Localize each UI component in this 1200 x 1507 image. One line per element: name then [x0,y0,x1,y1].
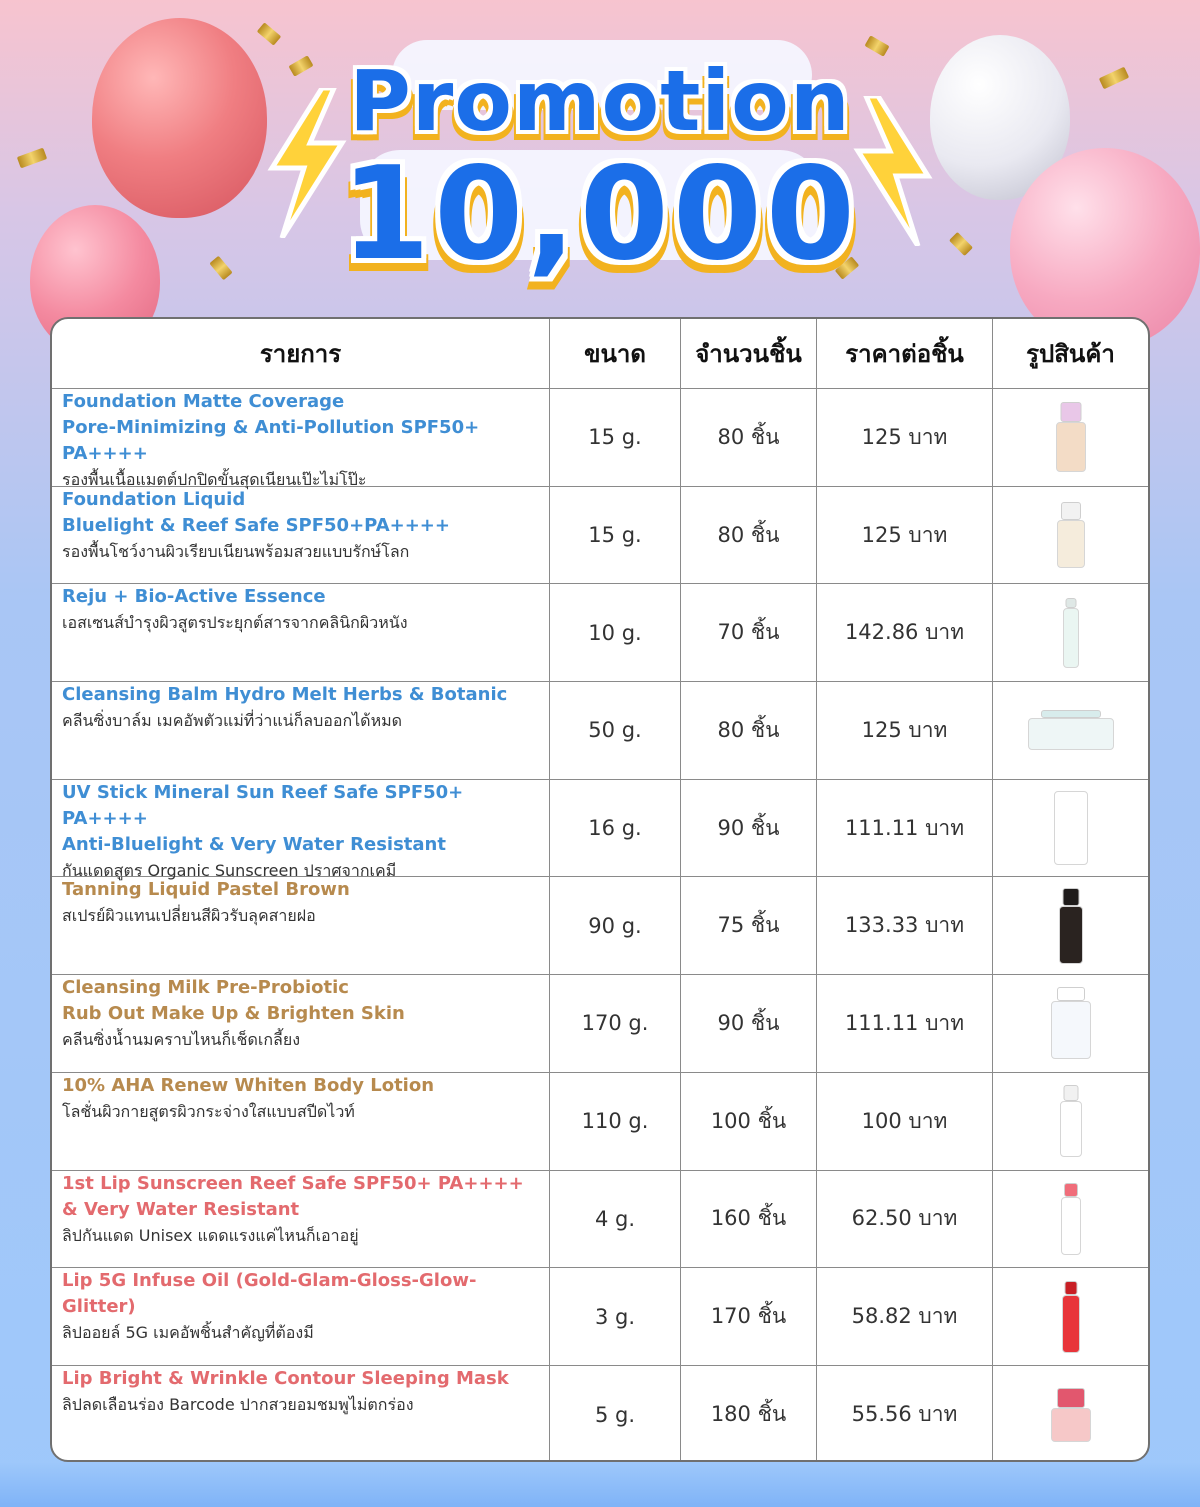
uv-stick-icon [1041,791,1101,866]
column-header-size: ขนาด [550,319,681,389]
table-row-name-cell [52,877,550,975]
product-description: ลิปกันแดด Unisex แดดแรงแค่ไหนก็เอาอยู่ [62,1225,359,1245]
balm-jar-icon [1023,693,1119,768]
product-container-shape [1051,1001,1091,1059]
product-cap-shape [1041,710,1101,718]
product-image-cell [993,1268,1148,1366]
column-header-image: รูปสินค้า [993,319,1148,389]
product-size: 16 g. [550,780,681,878]
product-name: Reju + Bio-Active Essence [62,586,326,608]
table-row-name-cell [52,584,550,682]
product-cap-shape [1061,502,1081,520]
product-quantity: 160 ชิ้น [681,1171,817,1269]
product-cap-shape [1057,987,1085,1001]
product-cap-shape [1065,598,1076,608]
table-row-name-cell [52,1171,550,1269]
product-image-cell [993,682,1148,780]
product-size: 4 g. [550,1171,681,1269]
product-name: Lip 5G Infuse Oil (Gold-Glam-Gloss-Glow-Glitter) [62,1270,477,1318]
product-container-shape [1056,422,1086,472]
product-price: 62.50 บาท [817,1171,993,1269]
product-price: 133.33 บาท [817,877,993,975]
product-image-cell [993,975,1148,1073]
product-description: คลีนซิ่งบาล์ม เมคอัพตัวแม่ที่ว่าแน่ก็ลบออกได้หมด [62,711,403,731]
product-price: 100 บาท [817,1073,993,1171]
product-container-shape [1060,1101,1082,1157]
product-size: 50 g. [550,682,681,780]
essence-tube-icon [1041,595,1101,670]
product-size: 110 g. [550,1073,681,1171]
product-container-shape [1059,906,1083,964]
footer-background [0,1462,1200,1507]
column-header-item: รายการ [52,319,550,389]
table-row-name-cell [52,389,550,487]
product-description: สเปรย์ผิวแทนเปลี่ยนสีผิวรับลุคสายฝอ [62,906,316,926]
table-row-name-cell [52,1366,550,1462]
product-size: 170 g. [550,975,681,1073]
column-header-price: ราคาต่อชิ้น [817,319,993,389]
product-quantity: 90 ชิ้น [681,780,817,878]
column-header-quantity: จำนวนชิ้น [681,319,817,389]
product-container-shape [1063,608,1079,668]
product-quantity: 180 ชิ้น [681,1366,817,1462]
product-image-cell [993,487,1148,585]
table-row-name-cell [52,682,550,780]
lotion-bottle-icon [1041,1084,1101,1159]
promotion-number: 10,000 [341,140,859,289]
product-container-shape [1028,718,1114,750]
product-image-cell [993,780,1148,878]
product-price: 55.56 บาท [817,1366,993,1462]
product-description: เอสเซนส์บำรุงผิวสูตรประยุกต์สารจากคลินิกผิวหนัง [62,613,408,633]
product-description: ลิปลดเลือนร่อง Barcode ปากสวยอมชมพูไม่ตกร่อง [62,1394,414,1414]
foundation-bottle-icon [1041,400,1101,475]
product-price: 125 บาท [817,487,993,585]
spray-bottle-icon [1041,888,1101,963]
product-description: คลีนซิ่งน้ำนมคราบไหนก็เช็ดเกลี้ยง [62,1030,301,1050]
product-cap-shape [1057,1388,1085,1408]
product-container-shape [1057,520,1085,568]
milk-pump-bottle-icon [1041,986,1101,1061]
product-image-cell [993,1171,1148,1269]
product-description: โลชั่นผิวกายสูตรผิวกระจ่างใสแบบสปีดไวท์ [62,1101,355,1121]
product-quantity: 75 ชิ้น [681,877,817,975]
table-row-name-cell [52,975,550,1073]
promotion-title: Promotion [349,52,851,150]
product-quantity: 170 ชิ้น [681,1268,817,1366]
product-image-cell [993,1073,1148,1171]
product-container-shape [1061,1197,1081,1255]
table-row-name-cell [52,780,550,878]
product-name: Cleansing Balm Hydro Melt Herbs & Botanic [62,684,508,706]
product-image-cell [993,877,1148,975]
product-size: 90 g. [550,877,681,975]
table-row-name-cell [52,1073,550,1171]
product-name: Lip Bright & Wrinkle Contour Sleeping Mask [62,1367,509,1389]
product-quantity: 80 ชิ้น [681,389,817,487]
product-name: 10% AHA Renew Whiten Body Lotion [62,1074,435,1096]
product-name: Foundation Liquid Bluelight & Reef Safe SPF50+PA++++ [62,488,450,536]
table-row-name-cell [52,1268,550,1366]
product-price: 58.82 บาท [817,1268,993,1366]
product-image-cell [993,584,1148,682]
product-description: กันแดดสูตร Organic Sunscreen ปราศจากเคมี [62,860,397,880]
product-name: Cleansing Milk Pre-Probiotic Rub Out Make Up & Brighten Skin [62,977,405,1025]
product-container-shape [1062,1295,1080,1353]
product-price: 125 บาท [817,682,993,780]
product-description: รองพื้นโชว์งานผิวเรียบเนียนพร้อมสวยแบบรักษ์โลก [62,541,410,561]
product-quantity: 100 ชิ้น [681,1073,817,1171]
product-description: รองพื้นเนื้อแมตต์ปกปิดขั้นสุดเนียนเป๊ะไม่โป๊ะ [62,470,367,489]
product-size: 3 g. [550,1268,681,1366]
product-price: 142.86 บาท [817,584,993,682]
product-quantity: 90 ชิ้น [681,975,817,1073]
product-container-shape [1054,791,1088,865]
product-quantity: 80 ชิ้น [681,682,817,780]
product-container-shape [1051,1408,1091,1442]
product-cap-shape [1063,1085,1078,1101]
product-price: 125 บาท [817,389,993,487]
product-cap-shape [1062,888,1079,906]
product-quantity: 80 ชิ้น [681,487,817,585]
product-cap-shape [1060,402,1081,422]
product-image-cell [993,389,1148,487]
product-name: UV Stick Mineral Sun Reef Safe SPF50+ PA++++ Anti-Bluelight & Very Water Resistant [62,781,464,855]
lip-sunscreen-icon [1041,1181,1101,1256]
product-cap-shape [1064,1183,1078,1197]
lip-oil-icon [1041,1279,1101,1354]
product-size: 5 g. [550,1366,681,1462]
product-description: ลิปออยล์ 5G เมคอัพชิ้นสำคัญที่ต้องมี [62,1323,314,1343]
product-quantity: 70 ชิ้น [681,584,817,682]
table-row-name-cell [52,487,550,585]
lip-mask-jar-icon [1041,1377,1101,1452]
product-size: 15 g. [550,389,681,487]
product-name: Foundation Matte Coverage Pore-Minimizing & Anti-Pollution SPF50+ PA++++ [62,391,480,464]
product-table [50,317,1150,1462]
product-image-cell [993,1366,1148,1462]
product-cap-shape [1064,1281,1077,1295]
product-size: 10 g. [550,584,681,682]
product-name: 1st Lip Sunscreen Reef Safe SPF50+ PA++++ & Very Water Resistant [62,1172,524,1220]
confetti-icon [257,22,282,45]
product-price: 111.11 บาท [817,780,993,878]
product-price: 111.11 บาท [817,975,993,1073]
product-name: Tanning Liquid Pastel Brown [62,879,350,901]
product-size: 15 g. [550,487,681,585]
product-grid [52,319,1148,1460]
foundation-pump-bottle-icon [1041,498,1101,573]
